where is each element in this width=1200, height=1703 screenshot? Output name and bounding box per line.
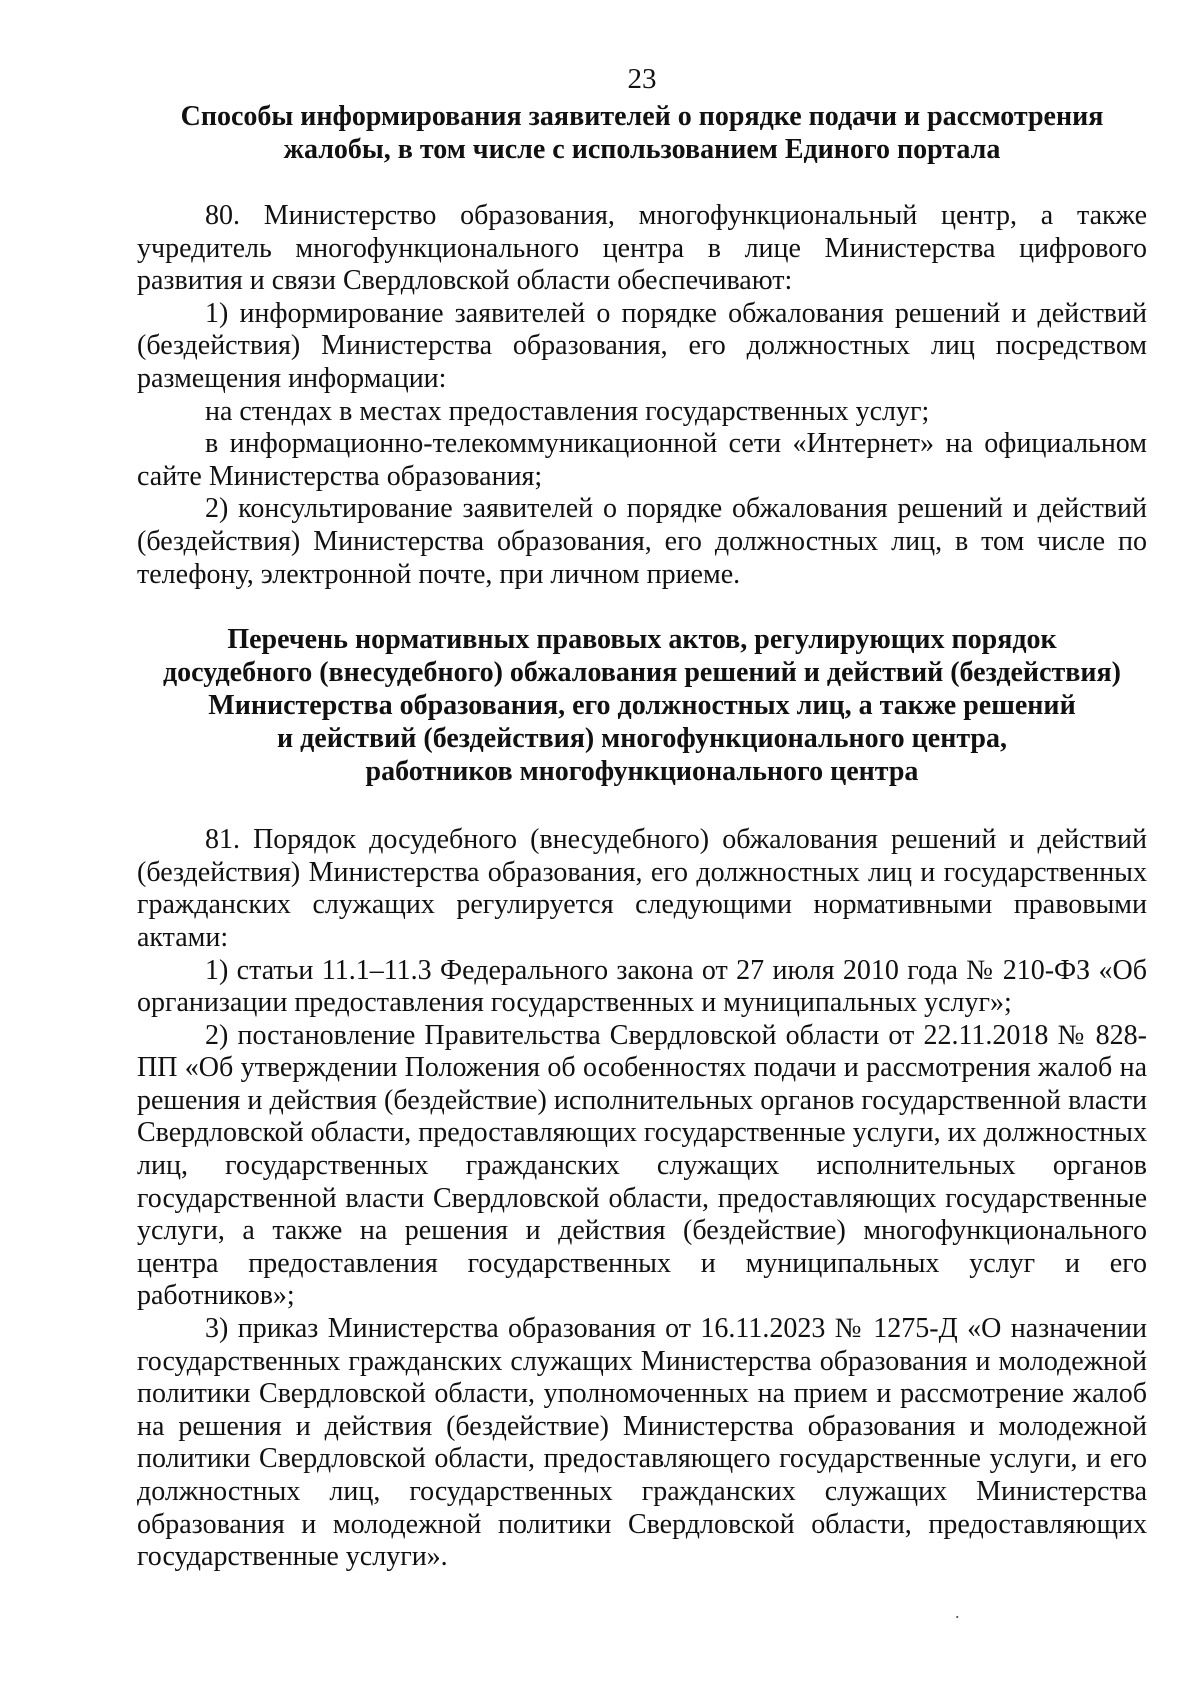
page-number: 23	[627, 63, 657, 95]
document-page	[137, 62, 1147, 1574]
section-heading-legal-acts	[137, 623, 1147, 788]
paragraph-80-item-1-internet: в информационно-телекоммуникационной сети «Интернет» на официальном сайте Министерства образования;	[137, 428, 1147, 492]
paragraph-80-item-1: 1) информирование заявителей о порядке обжалования решений и действий (бездействия) Министерства образования, его должностных лиц посредством размещения информации:	[137, 297, 1147, 394]
paragraph-80-item-2: 2) консультирование заявителей о порядке обжалования решений и действий (бездействия) Министерства образования, его должностных лиц, в том числе по телефону, электронной почте, при личном приеме.	[137, 493, 1147, 590]
paragraph-81-item-2: 2) постановление Правительства Свердловской области от 22.11.2018 № 828-ПП «Об утверждении Положения об особенностях подачи и рассмотрения жалоб на решения и действия (бездействие) исполнительных органов государственной власти Свердловской области, предоставляющих государственные услуги, их должностных лиц, государственных гражданских служащих исполнительных органов государственной власти Свердловской области, предоставляющих государственные услуги, а также на решения и действия (бездействие) многофункционального центра предоставления государственных и муниципальных услуг и его работников»;	[137, 1019, 1147, 1312]
heading-line: Способы информирования заявителей о порядке подачи и рассмотрения	[180, 101, 1104, 132]
heading-line: досудебного (внесудебного) обжалования решений и действий (бездействия)	[163, 657, 1121, 689]
heading-line: и действий (бездействия) многофункционального центра,	[276, 723, 1008, 755]
paragraph-80: 80. Министерство образования, многофункциональный центр, а также учредитель многофункционального центра в лице Министерства цифрового развития и связи Свердловской области обеспечивают:	[137, 200, 1147, 297]
heading-line: жалобы, в том числе с использованием Единого портала	[283, 134, 1001, 165]
heading-line: Министерства образования, его должностных лиц, а также решений	[208, 690, 1076, 722]
paragraph-81: 81. Порядок досудебного (внесудебного) обжалования решений и действий (бездействия) Министерства образования, его должностных лиц и государственных гражданских служащих регулируется следующими нормативными правовыми актами:	[137, 824, 1147, 953]
scan-speck: .	[955, 1602, 960, 1622]
paragraph-80-item-1-stands: на стендах в местах предоставления государственных услуг;	[205, 395, 930, 427]
heading-line: Перечень нормативных правовых актов, регулирующих порядок	[227, 624, 1057, 656]
heading-line: работников многофункционального центра	[365, 756, 919, 788]
paragraph-81-item-3: 3) приказ Министерства образования от 16.11.2023 № 1275-Д «О назначении государственных гражданских служащих Министерства образования и молодежной политики Свердловской области, уполномоченных на прием и рассмотрение жалоб на решения и действия (бездействие) Министерства образования и молодежной политики Свердловской области, предоставляющего государственные услуги, и его должностных лиц, государственных гражданских служащих Министерства образования и молодежной политики Свердловской области, предоставляющих государственные услуги».	[137, 1313, 1147, 1573]
section-heading-complaint-information	[137, 100, 1147, 166]
paragraph-81-item-1: 1) статьи 11.1–11.3 Федерального закона от 27 июля 2010 года № 210-ФЗ «Об организации предоставления государственных и муниципальных услуг»;	[137, 954, 1147, 1019]
